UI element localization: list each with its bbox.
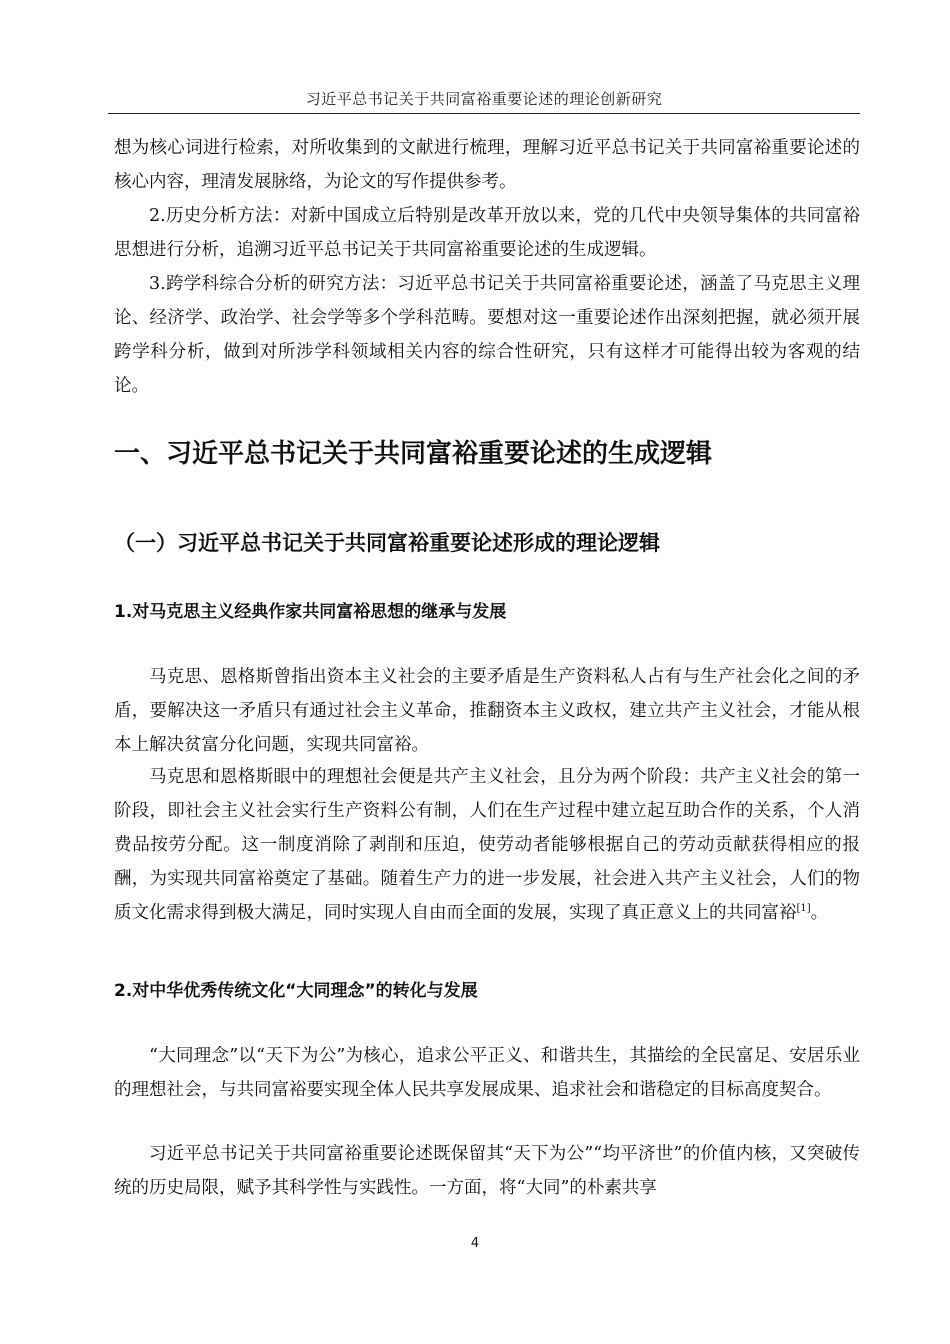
paragraph-4: 马克思、恩格斯曾指出资本主义社会的主要矛盾是生产资料私人占有与生产社会化之间的矛盾，要解决这一矛盾只有通过社会主义革命，推翻资本主义政权，建立共产主义社会，才能从根本上解决贫富分化问题，实现共同富裕。 [114, 667, 860, 755]
subsubsection-heading-2: 2.对中华优秀传统文化“大同理念”的转化与发展 [114, 981, 478, 1001]
paragraph-2: 2.历史分析方法：对新中国成立后特别是改革开放以来，党的几代中央领导集体的共同富裕思想进行分析，追溯习近平总书记关于共同富裕重要论述的生成逻辑。 [114, 206, 860, 260]
paragraph-6: “大同理念”以“天下为公”为核心，追求公平正义、和谐共生，其描绘的全民富足、安居乐业的理想社会，与共同富裕要实现全体人民共享发展成果、追求社会和谐稳定的目标高度契合。 [114, 1046, 860, 1100]
citation-ref[interactable]: [1] [796, 903, 811, 914]
paragraph-7: 习近平总书记关于共同富裕重要论述既保留其“天下为公”“均平济世”的价值内核，又突破传统的历史局限，赋予其科学性与实践性。一方面，将“大同”的朴素共享 [114, 1144, 860, 1198]
paragraph-1: 想为核心词进行检索，对所收集到的文献进行梳理，理解习近平总书记关于共同富裕重要论述的核心内容，理清发展脉络，为论文的写作提供参考。 [114, 138, 860, 192]
running-header: 习近平总书记关于共同富裕重要论述的理论创新研究 [305, 90, 663, 108]
paragraph-3: 3.跨学科综合分析的研究方法：习近平总书记关于共同富裕重要论述，涵盖了马克思主义理论、经济学、政治学、社会学等多个学科范畴。要想对这一重要论述作出深刻把握，就必须开展跨学科分析，做到对所涉学科领域相关内容的综合性研究，只有这样才可能得出较为客观的结论。 [114, 274, 860, 396]
subsection-heading: （一）习近平总书记关于共同富裕重要论述形成的理论逻辑 [114, 531, 660, 555]
header-rule [108, 113, 860, 114]
subsubsection-heading-1: 1.对马克思主义经典作家共同富裕思想的继承与发展 [114, 602, 507, 622]
section-heading: 一、习近平总书记关于共同富裕重要论述的生成逻辑 [114, 439, 713, 469]
paragraph-5 [114, 760, 860, 930]
paragraph-5-end: 。 [810, 903, 829, 923]
page-number: 4 [470, 1236, 480, 1251]
paragraph-5-text: 马克思和恩格斯眼中的理想社会便是共产主义社会，且分为两个阶段：共产主义社会的第一阶段，即社会主义社会实行生产资料公有制，人们在生产过程中建立起互助合作的关系，个人消费品按劳分配。这一制度消除了剥削和压迫，使劳动者能够根据自己的劳动贡献获得相应的报酬，为实现共同富裕奠定了基础。随着生产力的进一步发展，社会进入共产主义社会，人们的物质文化需求得到极大满足，同时实现人自由而全面的发展，实现了真正意义上的共同富裕 [114, 767, 860, 923]
